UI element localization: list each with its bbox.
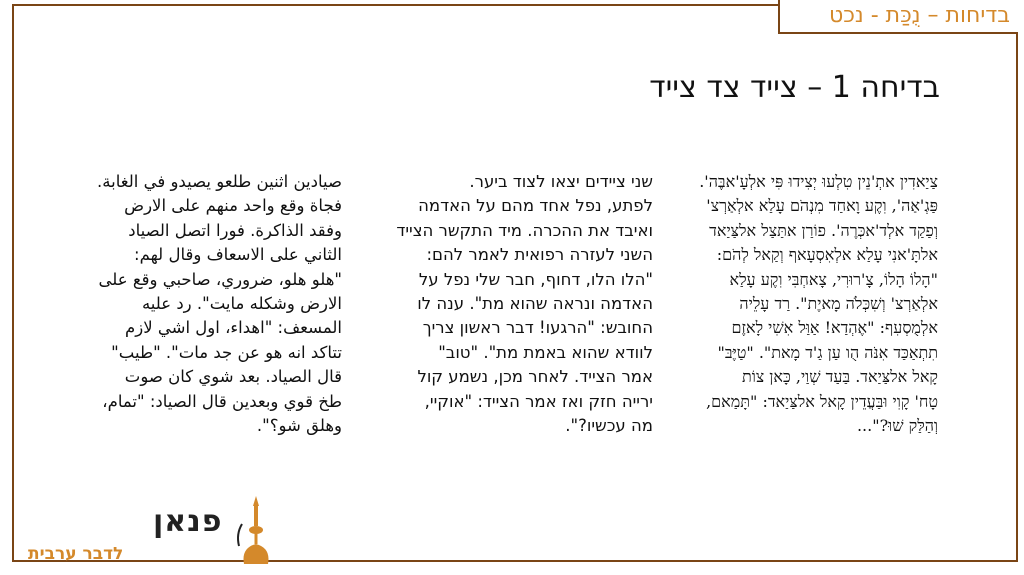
text-line: ירייה חזק ואז אמר הצייד: "אוקיי, [424, 391, 653, 411]
text-line: לוודא שהוא באמת מת". "טוב" [438, 342, 653, 362]
text-line: צַיַאדִין אתְ'נֵין טִלְעוּ יְצִידוּ פִּי אלְעָ'אבֶּה'. [699, 172, 938, 191]
text-column-hebrew-script-arabic [670, 170, 938, 438]
text-line: לפתע, נפל אחד מהם על האדמה [418, 196, 653, 216]
text-line: מה עכשיו?". [565, 416, 653, 436]
text-line: وهلق شو؟". [256, 416, 342, 436]
logo-tagline: לדבר ערבית [28, 544, 124, 564]
text-line: קָאל אלצַּיַאד. בַּעַד שְׁוַי, כָּאן צוֹת [741, 367, 938, 387]
section-label: בדיחות – נֻכַּת - נכט [829, 3, 1010, 28]
text-line: "هلو هلو، ضروري، صاحبي وقع على [98, 269, 342, 289]
text-line: طخ قوي وبعدين قال الصياد: "تمام، [102, 391, 342, 411]
text-line: פַּגְ'אַה', וִקֶע וָאחַד מִנְהֹם עָלַא אלְאַרְצ' [706, 196, 938, 216]
text-line: تتاكد انه هو عن جد مات". "طيب" [111, 342, 342, 362]
text-line: החובש: "הרגעו! דבר ראשון צריך [422, 318, 653, 338]
text-line: المسعف: "اهداء، اول اشي لازم [125, 318, 342, 338]
text-line: תִתְאַכַּד אִנֹּה הֻו עַן גַ'ד מָאת". "טַיֶּבּ" [717, 342, 938, 362]
text-column-hebrew [385, 170, 653, 438]
text-line: صيادين اثنين طلعو يصيدو في الغابة. [97, 172, 342, 191]
text-line: "הָלוֹ הָלוֹ, צָ'רוּרִי, צָאחְבִּי וִקֶע עָלַא [729, 269, 938, 289]
text-column-arabic [60, 170, 342, 438]
text-line: אמר הצייד. לאחר מכן, נשמע קול [417, 367, 653, 387]
text-line: وفقد الذاكرة. فورا اتصل الصياد [128, 220, 342, 240]
logo-word: פנאן [153, 504, 223, 539]
section-header [778, 0, 1018, 34]
text-line: الارض وشكله مايت". رد عليه [141, 294, 342, 314]
text-line: השני לעזרה רפואית לאמר להם: [426, 245, 653, 265]
text-line: "הלו הלו, דחוף, חבר שלי נפל על [418, 269, 653, 289]
text-line: אלְמֻסְעִף: "אֶהְדַא! אַוַּל אִשִׁי לָאזֶם [731, 318, 938, 338]
text-line: قال الصياد. بعد شوي كان صوت [124, 367, 342, 387]
text-line: فجاة وقع واحد منهم على الارض [124, 196, 342, 216]
hookah-icon [233, 494, 279, 566]
text-line: שני ציידים יצאו לצוד ביער. [469, 172, 653, 191]
brand-logo [28, 494, 298, 562]
text-line: אלתָּ'אנִי עָלַא אלְאִסְעָאף וְקַאל לְהֹם: [716, 245, 938, 265]
text-line: الثاني على الاسعاف وقال لهم: [134, 245, 342, 265]
slide-title: בדיחה 1 – צייד צד צייד [649, 70, 940, 105]
text-line: האדמה ונראה שהוא מת". ענה לו [417, 294, 653, 314]
text-line: ואיבד את ההכרה. מיד התקשר הצייד [396, 220, 653, 240]
text-line: וְפַקַד אלְד'אכְּרֶה'. פוֹרַן אתַּצַל אלצַּיַאד [709, 220, 938, 240]
text-line: טָח' קָוִי וּבַּעֲדֵין קָאל אלצַּיַאד: "תָּמַאם, [706, 391, 938, 411]
text-line: וְהַלַּק שׁוּ?"... [856, 416, 938, 436]
text-line: אלְאַרְצ' וְשִׁכְּלֹה מָאיֶת". רַד עָלֵיה [739, 294, 938, 314]
